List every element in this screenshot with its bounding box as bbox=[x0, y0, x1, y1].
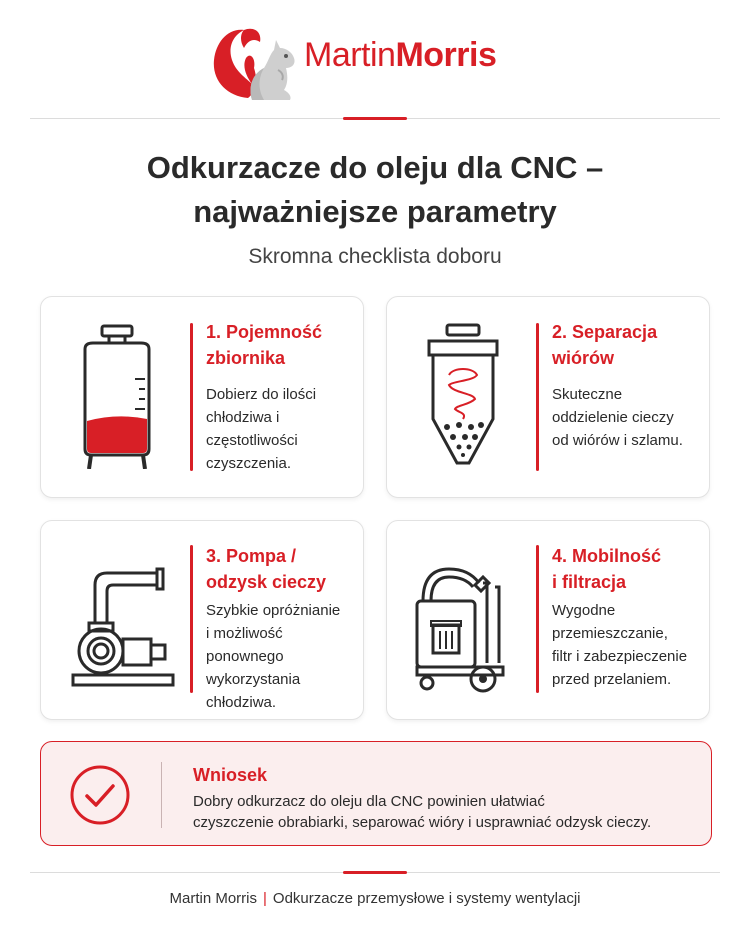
footer-divider-accent bbox=[343, 871, 407, 874]
card-description-line: wykorzystania bbox=[206, 671, 301, 688]
card-title-line: 1. Pojemność bbox=[206, 322, 323, 342]
card-title-line: 4. Mobilność bbox=[552, 546, 662, 566]
card-pump-recovery bbox=[40, 520, 364, 720]
conclusion-text bbox=[193, 791, 698, 833]
card-title bbox=[206, 543, 356, 595]
card-accent-bar bbox=[190, 545, 193, 693]
card-accent-bar bbox=[190, 323, 193, 471]
card-description-line: filtr i zabezpieczenie bbox=[552, 648, 688, 665]
conclusion-divider bbox=[161, 762, 162, 828]
page-title-line1: Odkurzacze do oleju dla CNC – bbox=[146, 150, 604, 185]
check-circle-icon bbox=[69, 764, 131, 826]
card-title-line: 3. Pompa / bbox=[206, 546, 297, 566]
card-description-line: czyszczenia. bbox=[206, 455, 292, 472]
card-tank-capacity bbox=[40, 296, 364, 498]
pump-icon bbox=[57, 543, 187, 693]
card-description-line: Wygodne bbox=[552, 602, 616, 619]
conclusion-box bbox=[40, 741, 712, 846]
card-title bbox=[552, 319, 702, 371]
card-title-line: zbiornika bbox=[206, 348, 286, 368]
page-title-line2: najważniejsze parametry bbox=[193, 194, 557, 229]
card-title bbox=[206, 319, 356, 371]
squirrel-icon bbox=[208, 18, 303, 110]
card-chip-separation bbox=[386, 296, 710, 498]
card-title-line: i filtracja bbox=[552, 572, 627, 592]
page-title bbox=[0, 146, 750, 234]
card-mobility-filtration bbox=[386, 520, 710, 720]
card-title-line: odzysk cieczy bbox=[206, 572, 327, 592]
brand-name-bold: Morris bbox=[395, 36, 497, 74]
mobile-vacuum-icon bbox=[403, 543, 533, 693]
footer-tagline: Odkurzacze przemysłowe i systemy wentylacji bbox=[272, 890, 581, 907]
card-description-line: i możliwość bbox=[206, 625, 283, 642]
cyclone-separator-icon bbox=[403, 319, 533, 469]
card-description bbox=[206, 383, 358, 475]
footer-brand: Martin Morris bbox=[169, 890, 257, 907]
conclusion-text-line: czyszczenie obrabiarki, separować wióry i usprawniać odzysk cieczy. bbox=[193, 814, 652, 831]
conclusion-text-line: Dobry odkurzacz do oleju dla CNC powinien ułatwiać bbox=[193, 793, 545, 810]
card-description-line: Dobierz do ilości bbox=[206, 386, 317, 403]
card-description-line: Skuteczne bbox=[552, 386, 623, 403]
card-description-line: oddzielenie cieczy bbox=[552, 409, 674, 426]
card-description-line: chłodziwa. bbox=[206, 694, 277, 711]
header bbox=[0, 0, 750, 120]
brand-name-light: Martin bbox=[304, 36, 396, 74]
brand-name bbox=[304, 36, 496, 75]
card-description-line: Szybkie opróżnianie bbox=[206, 602, 341, 619]
header-divider-accent bbox=[343, 117, 407, 120]
footer bbox=[0, 890, 750, 907]
card-description bbox=[552, 599, 704, 691]
conclusion-title: Wniosek bbox=[193, 765, 268, 785]
page-subtitle: Skromna checklista doboru bbox=[248, 245, 502, 268]
card-accent-bar bbox=[536, 323, 539, 471]
card-description bbox=[552, 383, 704, 452]
card-description-line: przed przelaniem. bbox=[552, 671, 672, 688]
tank-icon bbox=[57, 319, 187, 469]
card-description-line: przemieszczanie, bbox=[552, 625, 668, 642]
footer-separator: | bbox=[263, 890, 267, 907]
card-description-line: ponownego bbox=[206, 648, 284, 665]
card-description-line: od wiórów i szlamu. bbox=[552, 432, 683, 449]
card-title-line: 2. Separacja bbox=[552, 322, 658, 342]
card-description-line: chłodziwa i bbox=[206, 409, 280, 426]
card-title-line: wiórów bbox=[552, 348, 614, 368]
card-accent-bar bbox=[536, 545, 539, 693]
card-title bbox=[552, 543, 702, 595]
card-description bbox=[206, 599, 358, 714]
card-description-line: częstotliwości bbox=[206, 432, 298, 449]
